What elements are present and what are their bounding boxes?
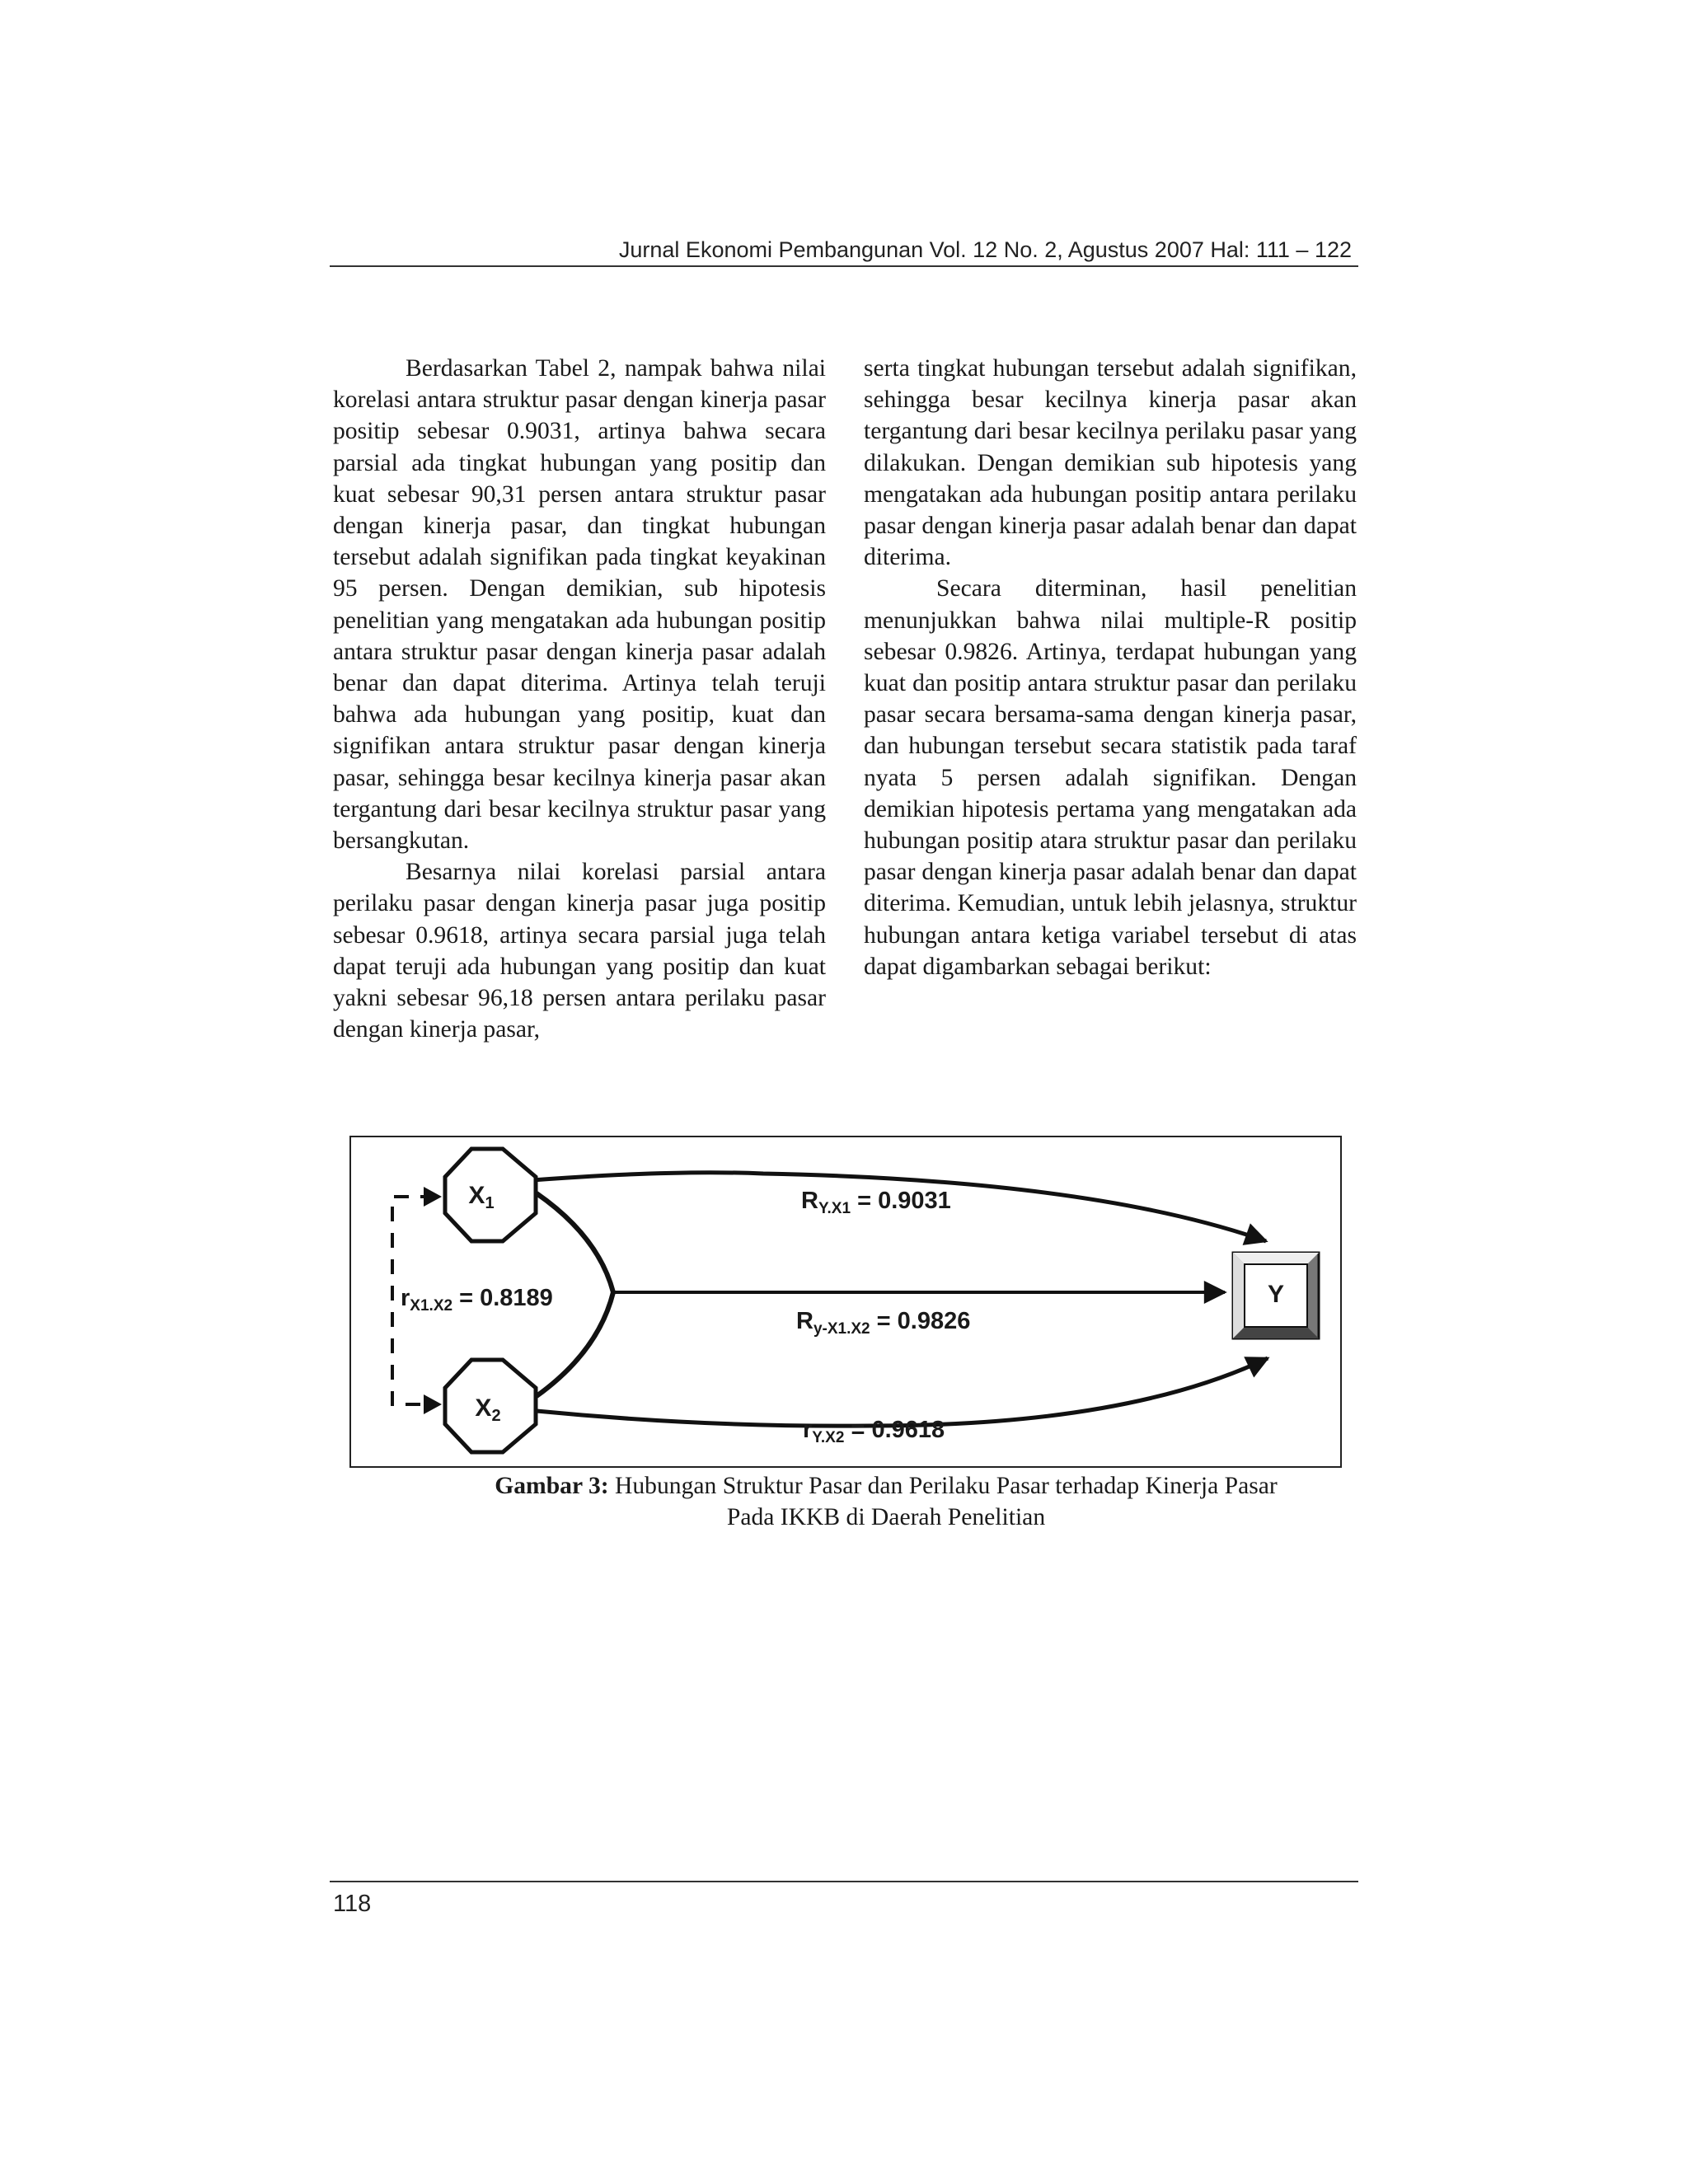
svg-text:Ry-X1.X2 = 0.9826	[796, 1308, 970, 1338]
node-x1-label: X	[468, 1182, 485, 1209]
figure-3-diagram	[349, 1136, 1342, 1468]
label-ryx2-value: = 0.9618	[844, 1417, 945, 1443]
path-diagram	[351, 1137, 1340, 1466]
page-number: 118	[333, 1891, 372, 1917]
paragraph: serta tingkat hubungan tersebut adalah signifikan, sehingga besar kecilnya kinerja pasar akan tergantung dari besar kecilnya perilaku pasar yang dilakukan. Dengan demikian sub hipotesis yang mengatakan ada hubungan positip antara perilaku pasar dengan kinerja pasar adalah benar dan dapat diterima.	[864, 355, 1357, 571]
running-header	[330, 237, 1358, 267]
footer-rule	[330, 1881, 1358, 1882]
dash-arrow-x1	[424, 1187, 442, 1207]
svg-text:RY.X1 = 0.9031	[801, 1188, 951, 1217]
paragraph: Besarnya nilai korelasi parsial antara perilaku pasar dengan kinerja pasar juga positip sebesar 0.9618, artinya secara parsial juga telah dapat teruji ada hubungan yang positip dan kuat yakni sebesar 96,18 persen antara perilaku pasar dengan kinerja pasar,	[333, 859, 826, 1043]
label-rx1x2-value: = 0.8189	[452, 1285, 553, 1311]
edge-x2-y	[537, 1358, 1268, 1426]
svg-text:rY.X2 = 0.9618	[803, 1417, 945, 1446]
left-column	[333, 353, 826, 1045]
node-y-box	[1233, 1253, 1319, 1338]
label-ryx1x2-value: = 0.9826	[870, 1308, 971, 1334]
label-ryx2-sub: Y.X2	[812, 1429, 845, 1446]
label-ryx1x2-main: R	[796, 1308, 814, 1334]
label-rx1x2-sub: X1.X2	[410, 1297, 453, 1315]
caption-label: Gambar 3:	[495, 1473, 609, 1499]
label-ryx2-main: r	[803, 1417, 813, 1443]
node-y-label: Y	[1267, 1281, 1285, 1308]
label-ryx1-value: = 0.9031	[851, 1188, 951, 1214]
dash-arrow-x2	[424, 1394, 442, 1414]
right-column	[864, 353, 1357, 982]
svg-text:rX1.X2 = 0.8189	[401, 1285, 553, 1315]
label-ryx1x2-sub: y-X1.X2	[813, 1320, 870, 1338]
caption-line-2: Pada IKKB di Daerah Penelitian	[726, 1504, 1046, 1530]
label-ryx1-sub: Y.X1	[818, 1200, 851, 1217]
node-x1-sub: 1	[485, 1194, 495, 1212]
caption-line-1: Hubungan Struktur Pasar dan Perilaku Pasar terhadap Kinerja Pasar	[608, 1473, 1278, 1499]
node-x2-sub: 2	[491, 1407, 501, 1425]
figure-caption	[412, 1470, 1360, 1533]
journal-citation: Jurnal Ekonomi Pembangunan Vol. 12 No. 2, Agustus 2007 Hal: 111 – 122	[618, 237, 1352, 262]
node-x2-label: X	[475, 1394, 492, 1422]
paragraph: Secara diterminan, hasil penelitian menunjukkan bahwa nilai multiple-R positip sebesar 0.9826. Artinya, terdapat hubungan yang kuat dan positip antara struktur pasar dan perilaku pasar secara bersama-sama dengan kinerja pasar, dan hubungan tersebut secara statistik pada taraf nyata 5 persen adalah signifikan. Dengan demikian hipotesis pertama yang mengatakan ada hubungan positip atara struktur pasar dan perilaku pasar dengan kinerja pasar adalah benar dan dapat diterima. Kemudian, untuk lebih jelasnya, struktur hubungan antara ketiga variabel tersebut di atas dapat digambarkan sebagai berikut:	[864, 575, 1357, 980]
paragraph: Berdasarkan Tabel 2, nampak bahwa nilai korelasi antara struktur pasar dengan kinerja pasar positip sebesar 0.9031, artinya bahwa secara parsial ada tingkat hubungan yang positip dan kuat sebesar 90,31 persen antara struktur pasar dengan kinerja pasar, dan tingkat hubungan tersebut adalah signifikan pada tingkat keyakinan 95 persen. Dengan demikian, sub hipotesis penelitian yang mengatakan ada hubungan positip antara struktur pasar dengan kinerja pasar adalah benar dan dapat diterima. Artinya telah teruji bahwa ada hubungan yang positip, kuat dan signifikan antara struktur pasar dengan kinerja pasar, sehingga besar kecilnya kinerja pasar akan tergantung dari besar kecilnya struktur pasar yang bersangkutan.	[333, 355, 826, 855]
label-ryx1-main: R	[801, 1188, 818, 1214]
label-rx1x2-main: r	[401, 1285, 410, 1311]
